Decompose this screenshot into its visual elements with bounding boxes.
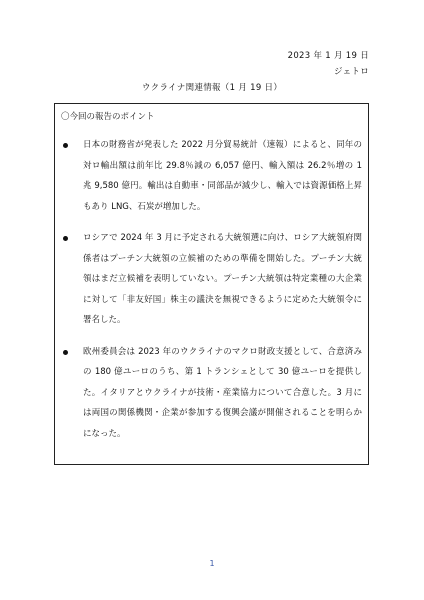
bullet-dot-icon — [63, 350, 68, 355]
summary-item-text: ロシアで 2024 年 3 月に予定される大統領選に向け、ロシア大統領府関係者はプーチン大統領の立候補のための準備を開始した。プーチン大統領はまだ立候補を表明していない。プーチン大統領は特定業種の大企業に対して「非友好国」株主の議決を無視できるように定めた大統領令に署名した。 — [83, 233, 362, 325]
summary-bullet-list — [55, 135, 368, 455]
summary-item-trade — [55, 135, 368, 217]
summary-item-text: 欧州委員会は 2023 年のウクライナのマクロ財政支援として、合意済みの 180 億ユーロのうち、第 1 トランシェとして 30 億ユーロを提供した。イタリアとウクライナが技術・産業協力について合意した。3 月には両国の関係機関・企業が参加する復興会議が開催されることを明らかになった。 — [83, 346, 362, 439]
document-date: 2023 年 1 月 19 日 — [287, 51, 369, 61]
bullet-dot-icon — [63, 143, 68, 148]
report-title: ウクライナ関連情報（1 月 19 日） — [141, 83, 283, 93]
summary-box — [54, 103, 369, 465]
summary-item-russia-election — [55, 228, 368, 331]
page-number: 1 — [209, 559, 215, 568]
summary-item-eu-support — [55, 342, 368, 445]
summary-item-text: 日本の財務省が発表した 2022 月分貿易統計（速報）によると、同年の対ロ輸出額は前年比 29.8％減の 6,057 億円、輸入額は 26.2％増の 1 兆 9,580 億円。輸出は自動車・同部品が減少し、輸入では資源価格上昇もあり LNG、石炭が増加した。 — [83, 140, 362, 212]
bullet-dot-icon — [63, 236, 68, 241]
summary-heading: 〇今回の報告のポイント — [61, 112, 155, 122]
organization-name: ジェトロ — [333, 67, 369, 77]
